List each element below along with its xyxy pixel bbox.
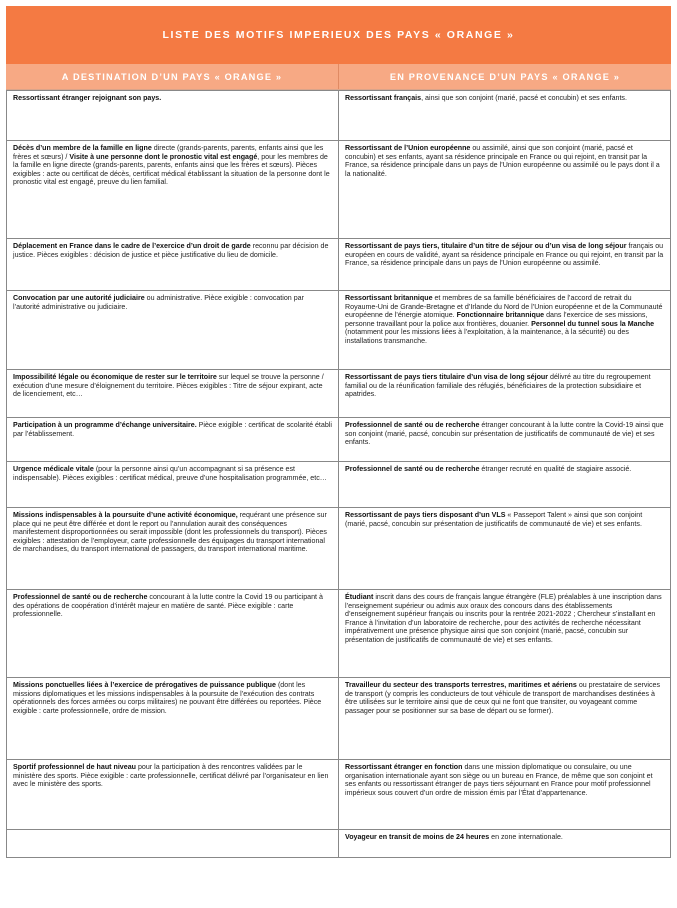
cell-destination (7, 508, 339, 590)
cell-text: en zone internationale. (489, 833, 563, 841)
cell-destination (7, 239, 339, 291)
cell-provenance (339, 239, 671, 291)
cell-bold-text: Décès d’un membre de la famille en ligne (13, 144, 152, 152)
motifs-table (6, 90, 671, 858)
cell-destination (7, 462, 339, 508)
cell-provenance (339, 418, 671, 462)
cell-bold-text: Étudiant (345, 593, 374, 601)
cell-provenance (339, 462, 671, 508)
cell-provenance (339, 141, 671, 239)
cell-bold-text: Fonctionnaire britannique (456, 311, 545, 319)
cell-bold-text: Ressortissant de l’Union européenne (345, 144, 471, 152)
cell-text: requérant une présence sur place qui ne peut être différée et dont le report ou l’annulation aurait des conséquences manifestement disproportionnées ou serait impossible (dont les professionnels du transport). Pièces exigibles : attestation de l’employeur, carte professionnelle des équipages du transport international de marchandises, du transport international de passagers, du transport international maritime. (13, 511, 327, 553)
cell-provenance (339, 760, 671, 830)
cell-bold-text: Convocation par une autorité judiciaire (13, 294, 145, 302)
table-row (7, 678, 671, 760)
cell-bold-text: Travailleur du secteur des transports terrestres, maritimes et aériens (345, 681, 577, 689)
cell-text: (pour la personne ainsi qu’un accompagnant si sa présence est indispensable). Pièces exigibles : certificat médical, preuve d’une hospitalisation programmée, etc… (13, 465, 327, 482)
cell-destination (7, 760, 339, 830)
cell-bold-text: Déplacement en France dans le cadre de l’exercice d’un droit de garde (13, 242, 251, 250)
cell-text: , ainsi que son conjoint (marié, pacsé et concubin) et ses enfants. (421, 94, 627, 102)
cell-bold-text: Ressortissant français (345, 94, 422, 102)
cell-bold-text: Professionnel de santé ou de recherche (13, 593, 148, 601)
cell-text: Pièce exigible : certificat de scolarité établi par l’établissement. (13, 421, 332, 438)
table-row (7, 418, 671, 462)
column-header-destination: A DESTINATION D’UN PAYS « ORANGE » (6, 64, 338, 89)
cell-destination (7, 830, 339, 858)
table-row (7, 590, 671, 678)
cell-destination (7, 91, 339, 141)
cell-provenance (339, 291, 671, 370)
cell-bold-text: Ressortissant de pays tiers, titulaire d’un titre de séjour ou d’un visa de long séjour (345, 242, 627, 250)
cell-text: ou assimilé, ainsi que son conjoint (marié, pacsé et concubin) et ses enfants, ayant sa résidence principale en France ou qui rejoint, en transit par la France, sa résidence principale dans un pays de l’Union européenne ou assimilé ou le pays dont il a la nationalité. (345, 144, 660, 178)
cell-bold-text: Personnel du tunnel sous la Manche (531, 319, 655, 328)
table-row (7, 760, 671, 830)
table-row (7, 141, 671, 239)
cell-provenance (339, 91, 671, 141)
cell-bold-text: Ressortissant étranger rejoignant son pays. (13, 94, 162, 102)
cell-bold-text: Professionnel de santé ou de recherche (345, 421, 480, 429)
table-row (7, 462, 671, 508)
cell-bold-text: Urgence médicale vitale (13, 465, 94, 473)
cell-text: « Passeport Talent » ainsi que son conjoint (marié, pacsé, concubin sur présentation de justificatifs de communauté de vie) et ses enfants. (345, 511, 643, 528)
cell-text: dans une mission diplomatique ou consulaire, ou une organisation internationale ayant son siège ou un bureau en France, de même que son conjoint et ses enfants ou ressortissant étranger de pays tiers séjournant en France pour motif professionnel impérieux sous couvert d’un ordre de mission émis par l’État d’appartenance. (345, 763, 653, 797)
document-title: LISTE DES MOTIFS IMPERIEUX DES PAYS « ORANGE » (6, 6, 671, 64)
table-row (7, 508, 671, 590)
cell-destination (7, 678, 339, 760)
cell-bold-text: Missions ponctuelles liées à l’exercice de prérogatives de puissance publique (13, 681, 276, 689)
cell-provenance (339, 678, 671, 760)
cell-provenance (339, 590, 671, 678)
table-row (7, 370, 671, 418)
cell-text: inscrit dans des cours de français langue étrangère (FLE) préalables à une inscription dans l’enseignement supérieur ou admis aux oraux des concours dans des établissements d’enseignement supérieur français ou inscrits pour la rentrée 2021-2022 ; Chercheur s’installant en France à l’invitation d’un laboratoire de recherche, pour des activités de recherche nécessitant impérativement une présence physique ainsi que son conjoint (marié, pacsé, concubin sur présentation de justificatifs de communauté de vie) et ses enfants. (345, 593, 662, 644)
cell-bold-text: Sportif professionnel de haut niveau (13, 763, 136, 771)
cell-text: délivré au titre du regroupement familial ou de la réunification familiale des réfugiés, bénéficiaires de la protection subsidiaire et apatrides. (345, 373, 651, 398)
cell-text: et membres de sa famille bénéficiaires de l’accord de retrait du Royaume-Uni de Grande-Bretagne et d’Irlande du Nord de l’Union européenne et de la Communauté européenne de l’énergie atomique. (345, 294, 663, 319)
cell-destination (7, 418, 339, 462)
column-header-provenance: EN PROVENANCE D’UN PAYS « ORANGE » (338, 64, 671, 89)
cell-destination (7, 370, 339, 418)
cell-bold-text: Participation à un programme d’échange universitaire. (13, 421, 197, 429)
cell-destination (7, 291, 339, 370)
table-row (7, 830, 671, 858)
cell-text: français ou européen en cours de validité, ayant sa résidence principale en France ou qui rejoint, en transit par la France, sa résidence principale dans un pays de l’Union européenne ou assimilé. (345, 242, 664, 267)
cell-text: concourant à la lutte contre la Covid 19 ou participant à des opérations de coopération d’intérêt majeur en matière de santé. Pièce exigible : carte professionnelle. (13, 593, 323, 618)
cell-bold-text: Voyageur en transit de moins de 24 heures (345, 833, 490, 841)
table-row (7, 91, 671, 141)
cell-bold-text: Impossibilité légale ou économique de rester sur le territoire (13, 373, 217, 381)
table-row (7, 239, 671, 291)
cell-text: sur lequel se trouve la personne / exécution d’une mesure d’éloignement du territoire. Pièces exigibles : Titre de séjour expirant, acte de licenciement, etc… (13, 373, 324, 398)
cell-provenance (339, 508, 671, 590)
cell-provenance (339, 830, 671, 858)
cell-text: (notamment pour les missions liées à l’exploitation, à la maintenance, à la sécurité) ou des installations transmanche. (345, 328, 629, 345)
cell-text: reconnu par décision de justice. Pièces exigibles : décision de justice et pièce justificative du lieu de domicile. (13, 242, 329, 259)
cell-destination (7, 141, 339, 239)
cell-bold-text: Professionnel de santé ou de recherche (345, 465, 480, 473)
cell-text: pour la participation à des rencontres validées par le ministère des sports. Pièce exigible : carte professionnelle, certificat délivré par l’organisateur en lien avec le ministère des sports. (13, 763, 329, 788)
column-headers (6, 64, 671, 90)
cell-bold-text: Ressortissant britannique (345, 294, 433, 302)
cell-bold-text: Ressortissant de pays tiers disposant d’un VLS (345, 511, 506, 519)
cell-text: étranger recruté en qualité de stagiaire associé. (479, 465, 632, 473)
table-row (7, 291, 671, 370)
cell-text: (dont les missions diplomatiques et les missions indispensables à la poursuite de l’exécution des contrats opérationnels des forces armées ou corps militaires) ne pouvant être différées ou reportées. Pièce exigible : carte professionnelle, ordre de mission. (13, 681, 322, 715)
cell-bold-text: Ressortissant de pays tiers titulaire d’un visa de long séjour (345, 373, 549, 381)
cell-text: ou prestataire de services de transport (y compris les conducteurs de tout véhicule de transport de marchandises destinées à être utilisées sur le territoire ainsi que de ceux qui ne font que transiter, ou voyageant comme passager pour se positionner sur sa base de départ ou se former). (345, 681, 661, 715)
cell-text: directe (grands-parents, parents, enfants ainsi que les frères et sœurs) / (13, 144, 324, 161)
cell-text: ou administrative. Pièce exigible : convocation par l’autorité administrative ou judiciaire. (13, 294, 304, 311)
cell-text: dans l’exercice de ses missions, personne travaillant pour la police aux frontières, douanier. (345, 311, 648, 328)
cell-provenance (339, 370, 671, 418)
cell-destination (7, 590, 339, 678)
cell-bold-text: Missions indispensables à la poursuite d’une activité économique, (13, 511, 238, 519)
cell-text: , pour les membres de la famille en ligne directe (grands-parents, parents, enfants ainsi que les frères et sœurs). Pièces exigibles : acte ou certificat de décès, certificat médical établissant la situation de la personne dont le pronostic vital est engagé, preuve du lien familial. (13, 152, 330, 186)
cell-bold-text: Ressortissant étranger en fonction (345, 763, 463, 771)
cell-bold-text: Visite à une personne dont le pronostic vital est engagé (69, 152, 258, 161)
cell-text: étranger concourant à la lutte contre la Covid-19 ainsi que son conjoint (marié, pacsé, concubin sur présentation de justificatifs de communauté de vie) et ses enfants. (345, 421, 664, 446)
